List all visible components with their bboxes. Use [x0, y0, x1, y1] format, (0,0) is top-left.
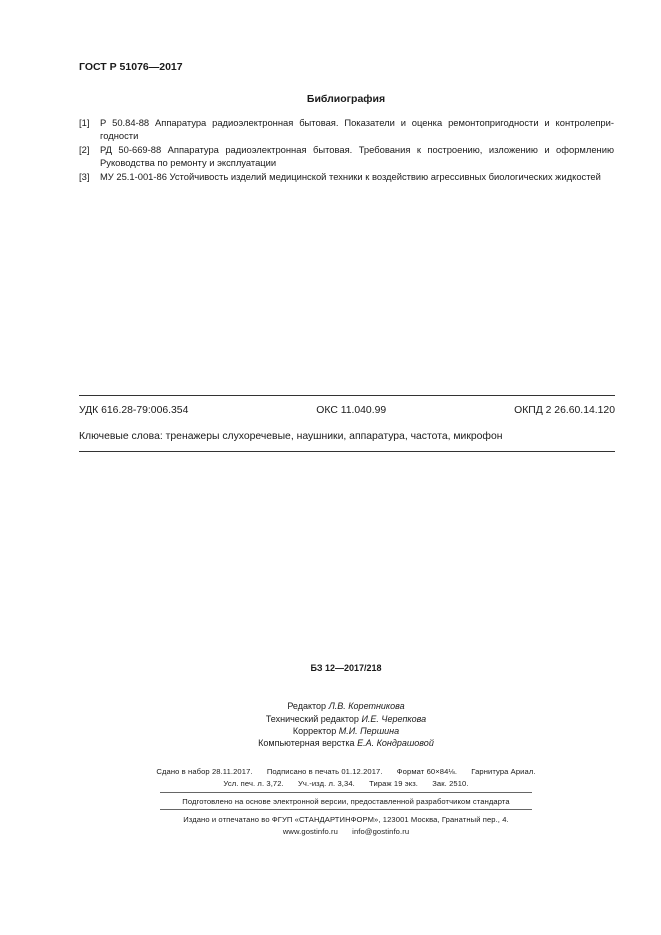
okpd-code: ОКПД 2 26.60.14.120: [514, 405, 615, 416]
credit-role: Компьютерная верстка: [258, 738, 355, 748]
print-detail: Подписано в печать 01.12.2017.: [266, 767, 383, 776]
bibliography-entry-text: Р 50.84-88 Аппаратура радиоэлектронная бытовая. Показатели и оценка ремонтопригодности и контролепригодности: [100, 117, 614, 141]
oks-code: ОКС 11.040.99: [316, 405, 387, 416]
credit-editor: [0, 701, 661, 711]
print-details-line-1: [0, 767, 661, 776]
credit-tech-editor: [0, 714, 661, 724]
prepared-note: Подготовлено на основе электронной версии, предоставленной разработчиком стандарта: [182, 797, 510, 806]
keywords: Ключевые слова: тренажеры слухоречевые, наушники, аппаратура, частота, микрофон: [79, 431, 503, 442]
bibliography-entry-number: [2]: [79, 144, 90, 155]
print-detail: Сдано в набор 28.11.2017.: [156, 767, 253, 776]
bibliography-title: Библиография: [306, 93, 386, 105]
bibliography-entry-number: [1]: [79, 117, 90, 128]
bibliography-entry: [79, 117, 614, 143]
credit-name: Л.В. Коретникова: [328, 701, 405, 711]
divider-top: [79, 395, 615, 396]
publisher-email: info@gostinfo.ru: [352, 827, 410, 836]
publisher-info: Издано и отпечатано во ФГУП «СТАНДАРТИНФОРМ», 123001 Москва, Гранатный пер., 4.: [183, 815, 509, 824]
publisher-website: www.gostinfo.ru: [282, 827, 338, 836]
credit-role: Технический редактор: [265, 714, 359, 724]
publisher-contacts: [0, 827, 661, 836]
bibliography-entry-number: [3]: [79, 171, 90, 182]
bibliography-entry-text: МУ 25.1-001-86 Устойчивость изделий медицинской техники к воздействию агрессивных биологических жидкостей: [100, 171, 601, 182]
udk-code: УДК 616.28-79:006.354: [79, 405, 189, 416]
bz-number: БЗ 12—2017/218: [310, 663, 382, 673]
print-detail: Тираж 19 экз.: [369, 779, 419, 788]
credit-layout: [0, 738, 661, 748]
credit-role: Редактор: [287, 701, 327, 711]
credit-role: Корректор: [292, 726, 337, 736]
credit-name: И.Е. Черепкова: [361, 714, 427, 724]
credit-name: Е.А. Кондрашовой: [357, 738, 434, 748]
bibliography-entry: [79, 171, 614, 197]
imprint-divider-1: [160, 792, 532, 793]
print-details-line-2: [0, 779, 661, 788]
bibliography-entry-text: РД 50-669-88 Аппаратура радиоэлектронная бытовая. Требования к построению, изложению и оформлению Руководства по ремонту и эксплуатации: [100, 144, 614, 168]
bibliography-entry: [79, 144, 614, 170]
print-detail: Уч.-изд. л. 3,34.: [298, 779, 355, 788]
divider-bottom: [79, 451, 615, 452]
print-detail: Гарнитура Ариал.: [471, 767, 536, 776]
classification-codes: [79, 405, 615, 416]
credit-corrector: [0, 726, 661, 736]
imprint-divider-2: [160, 809, 532, 810]
print-detail: Усл. печ. л. 3,72.: [223, 779, 284, 788]
credit-name: М.И. Першина: [338, 726, 400, 736]
print-detail: Зак. 2510.: [432, 779, 469, 788]
document-header-id: ГОСТ Р 51076—2017: [79, 61, 183, 73]
print-detail: Формат 60×84⅛.: [396, 767, 458, 776]
